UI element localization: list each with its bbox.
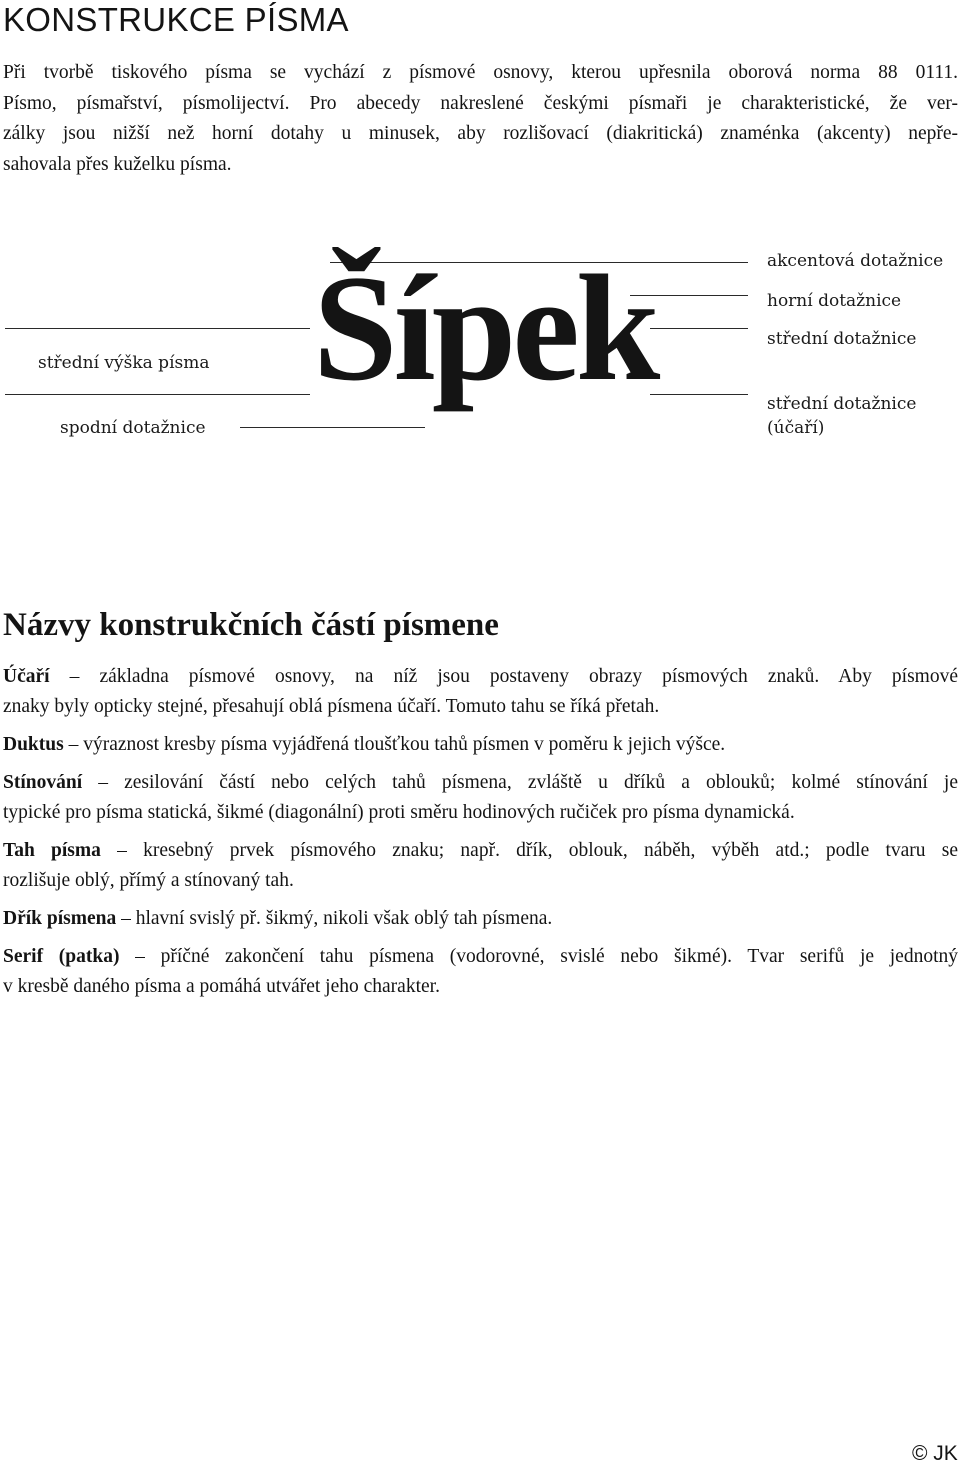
definition-text: – kresebný prvek písmového znaku; např. dřík, oblouk, náběh, výběh atd.; podle tvaru se (100, 840, 959, 861)
mean-guideline-left (5, 328, 310, 329)
definition-text: – základna písmové osnovy, na níž jsou postaveny obrazy písmových znaků. Aby písmové (49, 666, 958, 687)
definition-text: – zesilování částí nebo celých tahů písmena, zvláště u dříků a oblouků; kolmé stínování je (82, 772, 958, 793)
intro-line: sahovala přes kuželku písma. (3, 153, 232, 175)
mean-guideline-right (650, 328, 748, 329)
definition-list (3, 662, 958, 1010)
label-ascender-line: horní dotažnice (767, 291, 902, 311)
label-accent-line: akcentová dotažnice (767, 251, 944, 271)
label-baseline-line-note: (účaří) (767, 418, 825, 438)
specimen-word: Šípek (313, 244, 657, 412)
definition-item (3, 662, 958, 722)
label-baseline-line: střední dotažnice (767, 394, 917, 414)
label-x-height: střední výška písma (38, 353, 210, 373)
intro-line: Při tvorbě tiskového písma se vychází z písmové osnovy, kterou upřesnila oborová norma 88 0111. (3, 62, 958, 83)
label-mean-line: střední dotažnice (767, 329, 917, 349)
definition-text: – příčné zakončení tahu písmena (vodorovné, svislé nebo šikmé). Tvar serifů je jednotný (119, 946, 958, 967)
definition-item (3, 730, 958, 760)
definition-text: – výraznost kresby písma vyjádřená tloušťkou tahů písmen v poměru k jejich výšce. (63, 734, 726, 755)
definition-text: typické pro písma statická, šikmé (diagonální) proti směru hodinových ručiček pro písma dynamická. (3, 802, 795, 823)
section-title: Názvy konstrukčních částí písmene (3, 607, 499, 643)
definition-item (3, 904, 958, 934)
definition-text: – hlavní svislý př. šikmý, nikoli však oblý tah písmena. (116, 908, 553, 929)
intro-line: zálky jsou nižší než horní dotahy u minusek, aby rozlišovací (diakritická) znaménka (akcenty) nepře- (3, 123, 958, 144)
label-descender-line: spodní dotažnice (60, 418, 206, 438)
definition-term: Dřík písmena (3, 908, 117, 929)
definition-item (3, 836, 958, 896)
definition-term: Tah písma (3, 840, 101, 861)
definition-term: Stínování (3, 772, 83, 793)
definition-text: rozlišuje oblý, přímý a stínovaný tah. (3, 870, 294, 891)
page-title: KONSTRUKCE PÍSMA (3, 1, 349, 38)
definition-term: Účaří (3, 666, 50, 687)
definition-item (3, 942, 958, 1002)
definition-text: znaky byly opticky stejné, přesahují oblá písmena účaří. Tomuto tahu se říká přetah. (3, 696, 660, 717)
definition-term: Duktus (3, 734, 64, 755)
copyright-notice: © JK (912, 1442, 958, 1465)
baseline-guideline-right (650, 394, 748, 395)
definition-item (3, 768, 958, 828)
intro-line: Písmo, písmařství, písmolijectví. Pro abecedy nakreslené českými písmaři je charakteristické, že ver- (3, 92, 958, 114)
letter-construction-diagram (0, 0, 960, 460)
baseline-guideline-left (5, 394, 310, 395)
definition-term: Serif (patka) (3, 946, 120, 967)
definition-text: v kresbě daného písma a pomáhá utvářet jeho charakter. (3, 976, 440, 997)
